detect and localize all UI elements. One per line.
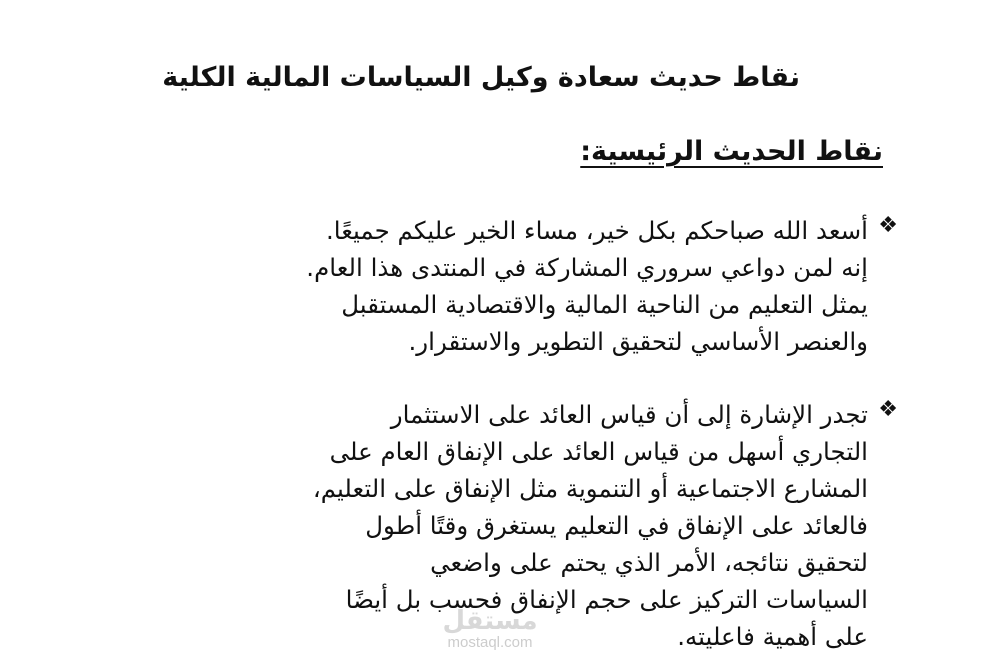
diamond-bullet-icon: ❖: [878, 397, 898, 422]
bullet-line: المشارع الاجتماعية أو التنموية مثل الإنفاق على التعليم،: [312, 474, 868, 503]
watermark-logo: مستقل: [442, 606, 538, 636]
bullet-line: والعنصر الأساسي لتحقيق التطوير والاستقرار.: [408, 327, 868, 356]
bullet-line: فالعائد على الإنفاق في التعليم يستغرق وقتًا أطول: [365, 511, 868, 540]
section-heading: نقاط الحديث الرئيسية:: [580, 136, 883, 167]
bullet-line: تجدر الإشارة إلى أن قياس العائد على الاستثمار: [390, 400, 868, 429]
bullet-line: السياسات التركيز على حجم الإنفاق فحسب بل أيضًا: [345, 585, 868, 614]
document-title: نقاط حديث سعادة وكيل السياسات المالية الكلية: [162, 62, 800, 93]
bullet-point-1: [268, 212, 898, 360]
bullet-point-2: [228, 396, 898, 655]
diamond-bullet-icon: ❖: [878, 213, 898, 238]
bullet-line: إنه لمن دواعي سروري المشاركة في المنتدى هذا العام.: [306, 253, 868, 282]
bullet-line: لتحقيق نتائجه، الأمر الذي يحتم على واضعي: [430, 548, 868, 577]
bullet-line: أسعد الله صباحكم بكل خير، مساء الخير عليكم جميعًا.: [325, 216, 868, 245]
bullet-line: على أهمية فاعليته.: [677, 622, 868, 651]
bullet-line: يمثل التعليم من الناحية المالية والاقتصادية المستقبل: [341, 290, 868, 319]
watermark-url: mostaql.com: [447, 634, 533, 651]
bullet-line: التجاري أسهل من قياس العائد على الإنفاق العام على: [329, 437, 868, 466]
